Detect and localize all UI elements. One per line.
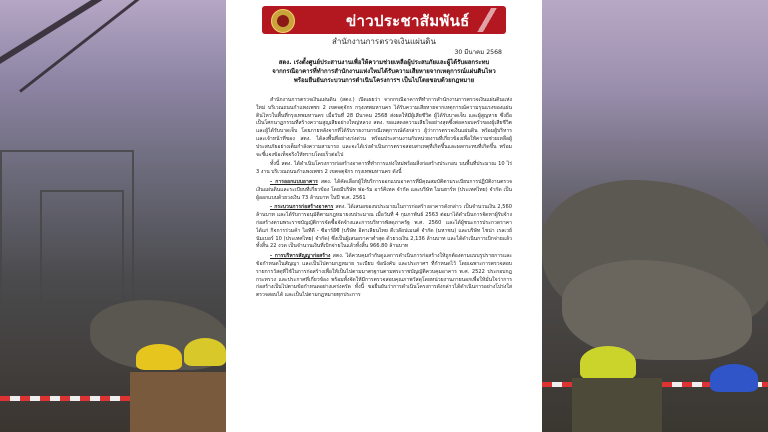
document-body: [256, 97, 512, 429]
background-right-collapsed-building: [542, 0, 768, 432]
document-headline: [260, 58, 508, 85]
document-header-banner: [262, 6, 506, 34]
document-date: 30 มีนาคม 2568: [454, 49, 502, 56]
rescuer-body: [130, 372, 226, 432]
section-contract-title: - การบริหารสัญญาก่อสร้าง: [270, 253, 331, 260]
background-left-construction-scene: [0, 0, 226, 432]
headline-line: จากกรณีอาคารที่ทำการสำนักงานแห่งใหม่ได้รับความเสียหายจากเหตุการณ์แผ่นดินไหว: [272, 68, 496, 75]
headline-line: สตง. เร่งตั้งศูนย์ประสานงานเพื่อให้ความช่วยเหลือผู้ประสบภัยและผู้ได้รับผลกระทบ: [278, 59, 490, 66]
section-design-title: - การออกแบบอาคาร: [270, 178, 318, 185]
headline-line: พร้อมยืนยันกระบวนการดำเนินโครงการฯ เป็นไปโดยชอบด้วยกฎหมาย: [293, 77, 475, 84]
press-release-document: [226, 0, 542, 432]
section-design-text: สตง. ได้คัดเลือกผู้ให้บริการออกแบบอาคารที่มีคุณสมบัติตามระเบียบการปฏิบัติงานตรวจเงินแผ่นดินและระเบียบที่เกี่ยวข้อง โดยมีบริษัท ฟอ-รัม อาร์คิเทค จำกัด และบริษัท ไมนฮาร์ท (ประเทศไทย) จำกัด เป็นผู้ออกแบบด้วยวงเงิน 73 ล้านบาท ในปี พ.ศ. 2561: [256, 178, 512, 201]
crane-cable: [19, 0, 163, 93]
section-design: [256, 179, 512, 202]
section-contract: [256, 253, 512, 300]
header-decoration: [476, 8, 500, 32]
header-title: ข่าวประชาสัมพันธ์: [346, 13, 470, 30]
section-construction: [256, 204, 512, 251]
rescue-helmet: [184, 338, 226, 366]
rescue-helmet: [710, 364, 758, 392]
building-frame-inner: [40, 190, 124, 304]
rescuer-body: [572, 378, 662, 432]
section-construction-title: - กระบวนการก่อสร้างอาคาร: [270, 204, 334, 211]
project-paragraph: ทั้งนี้ สตง. ได้ดำเนินโครงการก่อสร้างอาคารที่ทำการแห่งใหม่พร้อมสิ่งก่อสร้างประกอบ บนพื้นที่ประมาณ 10 ไร่ 3 งาน บริเวณถนนกำแพงเพชร 2 เขตจตุจักร กรุงเทพมหานคร ดังนี้: [256, 161, 512, 176]
intro-paragraph: สำนักงานการตรวจเงินแผ่นดิน (สตง.) เปิดเผยว่า จากกรณีอาคารที่ทำการสำนักงานการตรวจเงินแผ่นดินแห่งใหม่ บริเวณถนนกำแพงเพชร 2 เขตจตุจักร กรุงเทพมหานคร ได้รับความเสียหายจากเหตุการณ์ความรุนแรงของแผ่นดินไหวในพื้นที่กรุงเทพมหานคร เมื่อวันที่ 28 มีนาคม 2568 ส่งผลให้มีผู้เสียชีวิต ผู้ได้รับบาดเจ็บ และผู้สูญหาย ซึ่งถือเป็นโศกนาฏกรรมที่สร้างความสูญเสียอย่างใหญ่หลวง สตง. ขอแสดงความเสียใจอย่างสุดซึ้งต่อครอบครัวของผู้เสียชีวิตและผู้ได้รับบาดเจ็บ โดยภายหลังจากที่ได้รับรายงานกรณีเหตุการณ์ดังกล่าว ผู้ว่าการตรวจเงินแผ่นดิน พร้อมผู้บริหารและเจ้าหน้าที่ของ สตง. ได้ลงพื้นที่อย่างเร่งด่วน พร้อมประสานงานกับหน่วยงานที่เกี่ยวข้องเพื่อให้ความช่วยเหลือผู้ประสบภัยอย่างเต็มกำลังความสามารถ และจะได้เร่งดำเนินการตรวจสอบสาเหตุที่เกิดขึ้นและผลกระทบที่เกิดขึ้น พร้อมจะชี้แจงข้อเท็จจริงให้ทราบโดยเร็วต่อไป: [256, 97, 512, 158]
section-contract-text: สตง. ได้ควบคุมกำกับดูแลการดำเนินการก่อสร้างให้ถูกต้องตามแบบรูปรายการและข้อกำหนดในสัญญา และเป็นไปตามกฎหมาย ระเบียบ ข้อบังคับ และประกาศฯ ที่กำหนดไว้ โดยเฉพาะการตรวจสอบรายการวัสดุที่ใช้ในการก่อสร้างเพื่อให้เป็นไปตามมาตรฐานตามพระราชบัญญัติควบคุมอาคาร พ.ศ. 2522 ประกอบกฎกระทรวง และประกาศที่เกี่ยวข้อง พร้อมทั้งจัดให้มีการตรวจสอบคุณภาพวัสดุโดยหน่วยงานภายนอกเพื่อให้มั่นใจว่าการก่อสร้างเป็นไปตามข้อกำหนดอย่างเคร่งครัด ทั้งนี้ ขอยืนยันว่าการดำเนินโครงการดังกล่าวได้ดำเนินการอย่างโปร่งใส ตรวจสอบได้ และเป็นไปตามกฎหมายทุกประการ: [256, 253, 512, 299]
section-construction-text: สตง. ได้เสนอของบประมาณในการก่อสร้างอาคารดังกล่าว เป็นจำนวนเงิน 2,560 ล้านบาท และได้รับการอนุมัติตามกฎหมายงบประมาณ เมื่อวันที่ 4 กุมภาพันธ์ 2563 ต่อมาได้ดำเนินการจัดหาผู้รับจ้างก่อสร้างตามพระราชบัญญัติการจัดซื้อจัดจ้างและการบริหารพัสดุภาครัฐ พ.ศ. 2560 และได้ผู้ชนะการประกวดราคา ได้แก่ กิจการร่วมค้า ไอทีดี - ซีอาร์อีซี (บริษัท อิตาเลียนไทย ดีเวล๊อปเมนต์ จำกัด (มหาชน) และบริษัท ไชน่า เรลเวย์ นัมเบอร์ 10 (ประเทศไทย) จำกัด) ซึ่งเป็นผู้เสนอราคาต่ำสุด ด้วยวงเงิน 2,136 ล้านบาท และได้ดำเนินการเบิกจ่ายแล้วทั้งสิ้น 22 งวด เป็นจำนวนเงินที่เบิกจ่ายในแล้วทั้งสิ้น 966.80 ล้านบาท: [256, 204, 512, 250]
rescue-helmet: [580, 346, 636, 380]
oag-emblem-icon: [271, 9, 295, 33]
rescue-helmet: [136, 344, 182, 370]
header-subtitle: สำนักงานการตรวจเงินแผ่นดิน: [332, 37, 436, 46]
